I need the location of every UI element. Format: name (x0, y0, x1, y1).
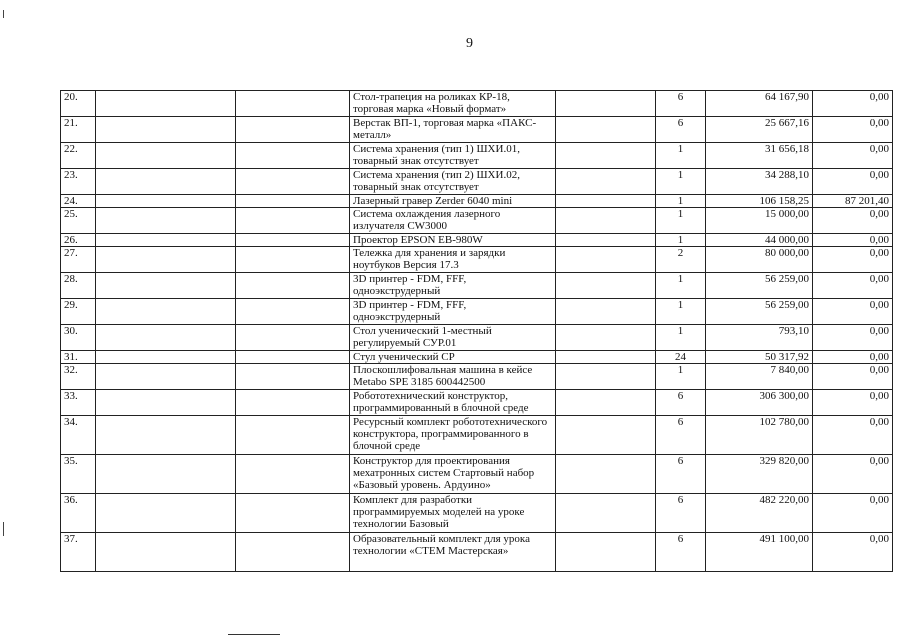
item-name: 3D принтер - FDM, FFF, одноэкструдерный (350, 299, 556, 325)
empty-cell (96, 195, 236, 208)
row-number: 32. (61, 364, 96, 390)
item-name: Конструктор для проектирования мехатронных систем Стартовый набор «Базовый уровень. Ардуино» (350, 455, 556, 494)
empty-cell (236, 169, 350, 195)
residual-value-cell: 0,00 (813, 143, 893, 169)
item-name: Образовательный комплект для урока технологии «СТЕМ Мастерская» (350, 533, 556, 572)
empty-cell (236, 117, 350, 143)
amount-cell: 15 000,00 (706, 208, 813, 234)
residual-value-cell: 0,00 (813, 273, 893, 299)
amount-cell: 491 100,00 (706, 533, 813, 572)
residual-value-cell: 0,00 (813, 351, 893, 364)
item-name: Плоскошлифовальная машина в кейсе Metabo SPE 3185 600442500 (350, 364, 556, 390)
inventory-table (60, 90, 893, 572)
quantity-cell: 1 (656, 169, 706, 195)
row-number: 24. (61, 195, 96, 208)
item-name: Робототехнический конструктор, программированный в блочной среде (350, 390, 556, 416)
residual-value-cell: 0,00 (813, 494, 893, 533)
amount-cell: 56 259,00 (706, 299, 813, 325)
quantity-cell: 24 (656, 351, 706, 364)
residual-value-cell: 0,00 (813, 533, 893, 572)
empty-cell (236, 364, 350, 390)
item-name: Верстак ВП-1, торговая марка «ПАКС-металл» (350, 117, 556, 143)
empty-cell (556, 325, 656, 351)
empty-cell (556, 91, 656, 117)
table-row (61, 390, 893, 416)
item-name: 3D принтер - FDM, FFF, одноэкструдерный (350, 273, 556, 299)
empty-cell (236, 494, 350, 533)
residual-value-cell: 0,00 (813, 416, 893, 455)
table-row (61, 351, 893, 364)
empty-cell (96, 325, 236, 351)
row-number: 31. (61, 351, 96, 364)
residual-value-cell: 0,00 (813, 208, 893, 234)
residual-value-cell: 87 201,40 (813, 195, 893, 208)
empty-cell (556, 195, 656, 208)
item-name: Стул ученический СР (350, 351, 556, 364)
table-row (61, 247, 893, 273)
row-number: 33. (61, 390, 96, 416)
empty-cell (96, 533, 236, 572)
row-number: 35. (61, 455, 96, 494)
row-number: 23. (61, 169, 96, 195)
edge-mark (3, 10, 4, 18)
residual-value-cell: 0,00 (813, 455, 893, 494)
table-row (61, 299, 893, 325)
empty-cell (556, 208, 656, 234)
quantity-cell: 6 (656, 533, 706, 572)
item-name: Комплект для разработки программируемых моделей на уроке технологии Базовый (350, 494, 556, 533)
row-number: 30. (61, 325, 96, 351)
empty-cell (96, 299, 236, 325)
quantity-cell: 1 (656, 299, 706, 325)
residual-value-cell: 0,00 (813, 91, 893, 117)
footer-line (228, 634, 280, 635)
amount-cell: 793,10 (706, 325, 813, 351)
quantity-cell: 6 (656, 117, 706, 143)
empty-cell (236, 351, 350, 364)
empty-cell (556, 299, 656, 325)
empty-cell (236, 247, 350, 273)
quantity-cell: 1 (656, 364, 706, 390)
item-name: Стол ученический 1-местный регулируемый СУР.01 (350, 325, 556, 351)
empty-cell (96, 234, 236, 247)
amount-cell: 50 317,92 (706, 351, 813, 364)
table-row (61, 494, 893, 533)
empty-cell (556, 416, 656, 455)
empty-cell (556, 273, 656, 299)
empty-cell (556, 455, 656, 494)
quantity-cell: 6 (656, 455, 706, 494)
table-row (61, 416, 893, 455)
table-row (61, 325, 893, 351)
empty-cell (96, 273, 236, 299)
empty-cell (556, 364, 656, 390)
empty-cell (96, 208, 236, 234)
table-row (61, 117, 893, 143)
empty-cell (236, 416, 350, 455)
row-number: 26. (61, 234, 96, 247)
empty-cell (96, 390, 236, 416)
quantity-cell: 1 (656, 234, 706, 247)
quantity-cell: 1 (656, 273, 706, 299)
residual-value-cell: 0,00 (813, 364, 893, 390)
empty-cell (556, 169, 656, 195)
residual-value-cell: 0,00 (813, 299, 893, 325)
row-number: 29. (61, 299, 96, 325)
row-number: 20. (61, 91, 96, 117)
residual-value-cell: 0,00 (813, 247, 893, 273)
empty-cell (556, 247, 656, 273)
empty-cell (556, 117, 656, 143)
empty-cell (556, 143, 656, 169)
amount-cell: 64 167,90 (706, 91, 813, 117)
row-number: 28. (61, 273, 96, 299)
empty-cell (556, 390, 656, 416)
table-row (61, 91, 893, 117)
residual-value-cell: 0,00 (813, 325, 893, 351)
empty-cell (236, 390, 350, 416)
item-name: Система охлаждения лазерного излучателя CW3000 (350, 208, 556, 234)
amount-cell: 34 288,10 (706, 169, 813, 195)
amount-cell: 25 667,16 (706, 117, 813, 143)
item-name: Тележка для хранения и зарядки ноутбуков Версия 17.3 (350, 247, 556, 273)
inventory-table-body (61, 91, 893, 572)
amount-cell: 482 220,00 (706, 494, 813, 533)
table-row (61, 169, 893, 195)
item-name: Ресурсный комплект робототехнического конструктора, программированного в блочной среде (350, 416, 556, 455)
item-name: Система хранения (тип 2) ШХИ.02, товарный знак отсутствует (350, 169, 556, 195)
quantity-cell: 6 (656, 494, 706, 533)
amount-cell: 7 840,00 (706, 364, 813, 390)
empty-cell (96, 455, 236, 494)
table-row (61, 208, 893, 234)
row-number: 37. (61, 533, 96, 572)
residual-value-cell: 0,00 (813, 169, 893, 195)
empty-cell (96, 364, 236, 390)
table-row (61, 195, 893, 208)
row-number: 21. (61, 117, 96, 143)
empty-cell (96, 143, 236, 169)
empty-cell (236, 455, 350, 494)
empty-cell (236, 195, 350, 208)
item-name: Система хранения (тип 1) ШХИ.01, товарный знак отсутствует (350, 143, 556, 169)
empty-cell (96, 494, 236, 533)
item-name: Лазерный гравер Zerder 6040 mini (350, 195, 556, 208)
amount-cell: 329 820,00 (706, 455, 813, 494)
table-row (61, 455, 893, 494)
residual-value-cell: 0,00 (813, 234, 893, 247)
table-row (61, 143, 893, 169)
amount-cell: 102 780,00 (706, 416, 813, 455)
quantity-cell: 2 (656, 247, 706, 273)
table-row (61, 273, 893, 299)
residual-value-cell: 0,00 (813, 390, 893, 416)
row-number: 34. (61, 416, 96, 455)
table-row (61, 364, 893, 390)
page-number: 9 (466, 36, 473, 51)
row-number: 27. (61, 247, 96, 273)
row-number: 25. (61, 208, 96, 234)
empty-cell (96, 247, 236, 273)
empty-cell (236, 208, 350, 234)
edge-mark (3, 522, 4, 536)
quantity-cell: 1 (656, 208, 706, 234)
empty-cell (96, 169, 236, 195)
empty-cell (236, 91, 350, 117)
item-name: Стол-трапеция на роликах КР-18, торговая марка «Новый формат» (350, 91, 556, 117)
empty-cell (236, 234, 350, 247)
amount-cell: 306 300,00 (706, 390, 813, 416)
empty-cell (556, 351, 656, 364)
amount-cell: 106 158,25 (706, 195, 813, 208)
row-number: 36. (61, 494, 96, 533)
item-name: Проектор EPSON EB-980W (350, 234, 556, 247)
amount-cell: 56 259,00 (706, 273, 813, 299)
empty-cell (556, 234, 656, 247)
empty-cell (236, 299, 350, 325)
quantity-cell: 6 (656, 390, 706, 416)
quantity-cell: 1 (656, 325, 706, 351)
quantity-cell: 6 (656, 91, 706, 117)
quantity-cell: 6 (656, 416, 706, 455)
empty-cell (96, 117, 236, 143)
empty-cell (236, 273, 350, 299)
quantity-cell: 1 (656, 143, 706, 169)
quantity-cell: 1 (656, 195, 706, 208)
amount-cell: 80 000,00 (706, 247, 813, 273)
amount-cell: 31 656,18 (706, 143, 813, 169)
amount-cell: 44 000,00 (706, 234, 813, 247)
row-number: 22. (61, 143, 96, 169)
residual-value-cell: 0,00 (813, 117, 893, 143)
table-row (61, 533, 893, 572)
empty-cell (236, 533, 350, 572)
empty-cell (96, 351, 236, 364)
empty-cell (96, 91, 236, 117)
empty-cell (236, 325, 350, 351)
empty-cell (556, 533, 656, 572)
empty-cell (556, 494, 656, 533)
table-row (61, 234, 893, 247)
empty-cell (96, 416, 236, 455)
empty-cell (236, 143, 350, 169)
